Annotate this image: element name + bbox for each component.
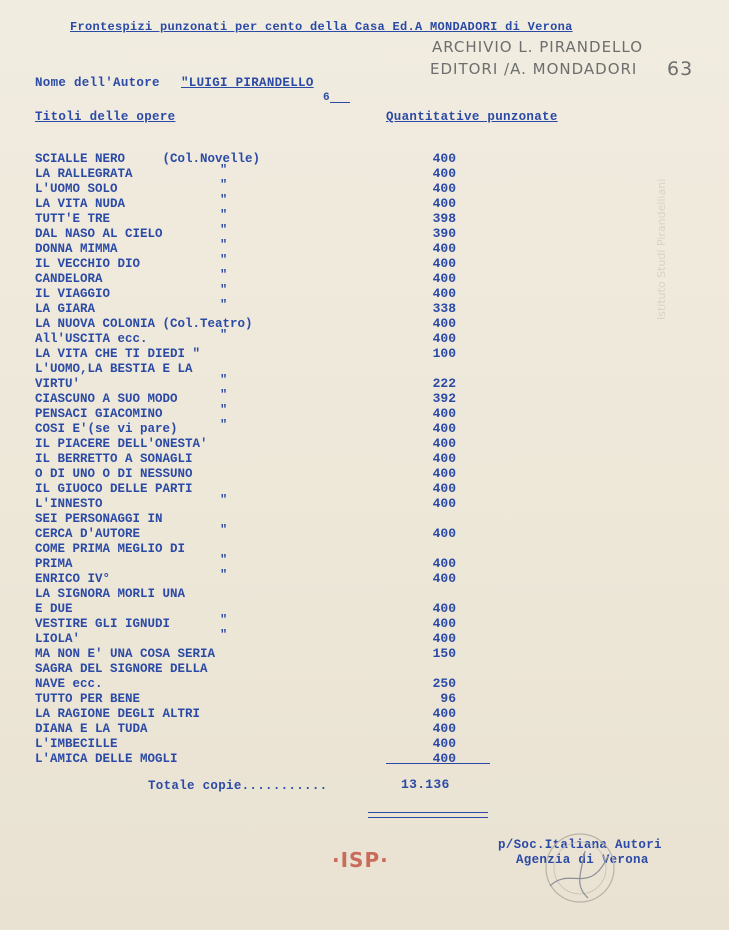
work-title: DIANA E LA TUDA xyxy=(35,722,148,736)
work-quantity: 96 xyxy=(440,691,456,706)
total-rule xyxy=(386,763,490,764)
work-title: PENSACI GIACOMINO xyxy=(35,407,163,421)
work-title: LA RALLEGRATA xyxy=(35,167,133,181)
total-value: 13.136 xyxy=(401,777,450,792)
work-quantity: 400 xyxy=(432,706,456,721)
ditto-mark: " xyxy=(220,238,228,252)
ditto-mark: " xyxy=(220,328,228,342)
work-title: L'IMBECILLE xyxy=(35,737,118,751)
work-title: L'AMICA DELLE MOGLI xyxy=(35,752,178,766)
work-title: IL BERRETTO A SONAGLI xyxy=(35,452,193,466)
work-title: SCIALLE NERO (Col.Novelle) xyxy=(35,152,261,166)
side-watermark-stamp: Istituto Studi Pirandelliani xyxy=(655,178,668,320)
work-quantity: 400 xyxy=(432,481,456,496)
work-quantity: 400 xyxy=(432,556,456,571)
work-title: IL PIACERE DELL'ONESTA' xyxy=(35,437,208,451)
work-quantity: 400 xyxy=(432,166,456,181)
work-quantity: 400 xyxy=(432,271,456,286)
work-title: LA NUOVA COLONIA (Col.Teatro) xyxy=(35,317,253,331)
ditto-mark: " xyxy=(220,553,228,567)
double-rule xyxy=(368,812,488,818)
work-title: SEI PERSONAGGI IN xyxy=(35,512,163,526)
ditto-mark: " xyxy=(220,388,228,402)
work-title: L'UOMO SOLO xyxy=(35,182,118,196)
ditto-mark: " xyxy=(220,568,228,582)
archive-number: 63 xyxy=(667,58,694,80)
work-title: MA NON E' UNA COSA SERIA xyxy=(35,647,216,661)
work-quantity: 400 xyxy=(432,466,456,481)
work-quantity: 400 xyxy=(432,181,456,196)
work-title: CANDELORA xyxy=(35,272,103,286)
work-quantity: 400 xyxy=(432,196,456,211)
work-title: IL VIAGGIO xyxy=(35,287,111,301)
ditto-mark: " xyxy=(220,403,228,417)
author-name: "LUIGI PIRANDELLO xyxy=(181,76,314,90)
work-title: All'USCITA ecc. xyxy=(35,332,148,346)
author-mark: 6 xyxy=(323,92,330,104)
work-quantity: 400 xyxy=(432,631,456,646)
work-title: DONNA MIMMA xyxy=(35,242,118,256)
work-quantity: 150 xyxy=(432,646,456,661)
author-mark-dash xyxy=(330,102,350,103)
work-title: ENRICO IV° xyxy=(35,572,111,586)
work-quantity: 400 xyxy=(432,436,456,451)
work-title: L'UOMO,LA BESTIA E LA xyxy=(35,362,193,376)
work-title: LIOLA' xyxy=(35,632,81,646)
work-quantity: 400 xyxy=(432,736,456,751)
work-title: DAL NASO AL CIELO xyxy=(35,227,163,241)
ditto-mark: " xyxy=(220,373,228,387)
work-title: IL GIUOCO DELLE PARTI xyxy=(35,482,193,496)
work-title: LA RAGIONE DEGLI ALTRI xyxy=(35,707,201,721)
work-title: LA GIARA xyxy=(35,302,96,316)
work-quantity: 338 xyxy=(432,301,456,316)
ditto-mark: " xyxy=(220,628,228,642)
ditto-mark: " xyxy=(220,298,228,312)
work-title: VIRTU' xyxy=(35,377,81,391)
work-quantity: 400 xyxy=(432,751,456,766)
work-quantity: 390 xyxy=(432,226,456,241)
work-quantity: 400 xyxy=(432,526,456,541)
work-title: IL VECCHIO DIO xyxy=(35,257,141,271)
work-quantity: 400 xyxy=(432,421,456,436)
author-label: Nome dell'Autore xyxy=(35,76,160,90)
signature-line2: Agenzia di Verona xyxy=(516,853,649,867)
work-quantity: 400 xyxy=(432,616,456,631)
work-title: CERCA D'AUTORE xyxy=(35,527,141,541)
work-quantity: 222 xyxy=(432,376,456,391)
work-quantity: 400 xyxy=(432,286,456,301)
work-title: COME PRIMA MEGLIO DI xyxy=(35,542,186,556)
work-quantity: 392 xyxy=(432,391,456,406)
work-quantity: 400 xyxy=(432,241,456,256)
work-quantity: 400 xyxy=(432,496,456,511)
work-quantity: 400 xyxy=(432,316,456,331)
work-title: CIASCUNO A SUO MODO xyxy=(35,392,178,406)
work-title: LA VITA CHE TI DIEDI " xyxy=(35,347,201,361)
work-title: L'INNESTO xyxy=(35,497,103,511)
work-quantity: 400 xyxy=(432,451,456,466)
work-quantity: 400 xyxy=(432,406,456,421)
ditto-mark: " xyxy=(220,418,228,432)
ditto-mark: " xyxy=(220,208,228,222)
work-quantity: 400 xyxy=(432,331,456,346)
work-title: VESTIRE GLI IGNUDI xyxy=(35,617,171,631)
column-header-titles: Titoli delle opere xyxy=(35,110,176,124)
work-title: NAVE ecc. xyxy=(35,677,103,691)
work-title: TUTT'E TRE xyxy=(35,212,111,226)
work-title: COSI E'(se vi pare) xyxy=(35,422,178,436)
ditto-mark: " xyxy=(220,523,228,537)
ditto-mark: " xyxy=(220,193,228,207)
column-header-quantities: Quantitative punzonate xyxy=(386,110,558,124)
work-title: PRIMA xyxy=(35,557,73,571)
work-quantity: 100 xyxy=(432,346,456,361)
document-heading: Frontespizi punzonati per cento della Casa Ed.A MONDADORI di Verona xyxy=(70,20,573,34)
ditto-mark: " xyxy=(220,283,228,297)
ditto-mark: " xyxy=(220,253,228,267)
ditto-mark: " xyxy=(220,493,228,507)
archive-annotation-line2: EDITORI /A. MONDADORI xyxy=(430,60,638,78)
total-label: Totale copie........... xyxy=(148,779,328,793)
agency-seal-stamp xyxy=(530,826,620,906)
ditto-mark: " xyxy=(220,223,228,237)
work-quantity: 250 xyxy=(432,676,456,691)
work-title: TUTTO PER BENE xyxy=(35,692,141,706)
work-title: O DI UNO O DI NESSUNO xyxy=(35,467,193,481)
work-quantity: 400 xyxy=(432,571,456,586)
work-title: LA VITA NUDA xyxy=(35,197,126,211)
work-title: SAGRA DEL SIGNORE DELLA xyxy=(35,662,208,676)
ditto-mark: " xyxy=(220,613,228,627)
ditto-mark: " xyxy=(220,178,228,192)
work-quantity: 400 xyxy=(432,151,456,166)
work-quantity: 400 xyxy=(432,256,456,271)
isp-logo: ·ISP· xyxy=(332,848,389,872)
work-quantity: 398 xyxy=(432,211,456,226)
ditto-mark: " xyxy=(220,268,228,282)
ditto-mark: " xyxy=(220,163,228,177)
work-title: LA SIGNORA MORLI UNA xyxy=(35,587,186,601)
archive-annotation-line1: ARCHIVIO L. PIRANDELLO xyxy=(432,38,644,56)
work-title: E DUE xyxy=(35,602,73,616)
work-quantity: 400 xyxy=(432,601,456,616)
work-quantity: 400 xyxy=(432,721,456,736)
signature-line1: p/Soc.Italiana Autori xyxy=(498,838,662,852)
